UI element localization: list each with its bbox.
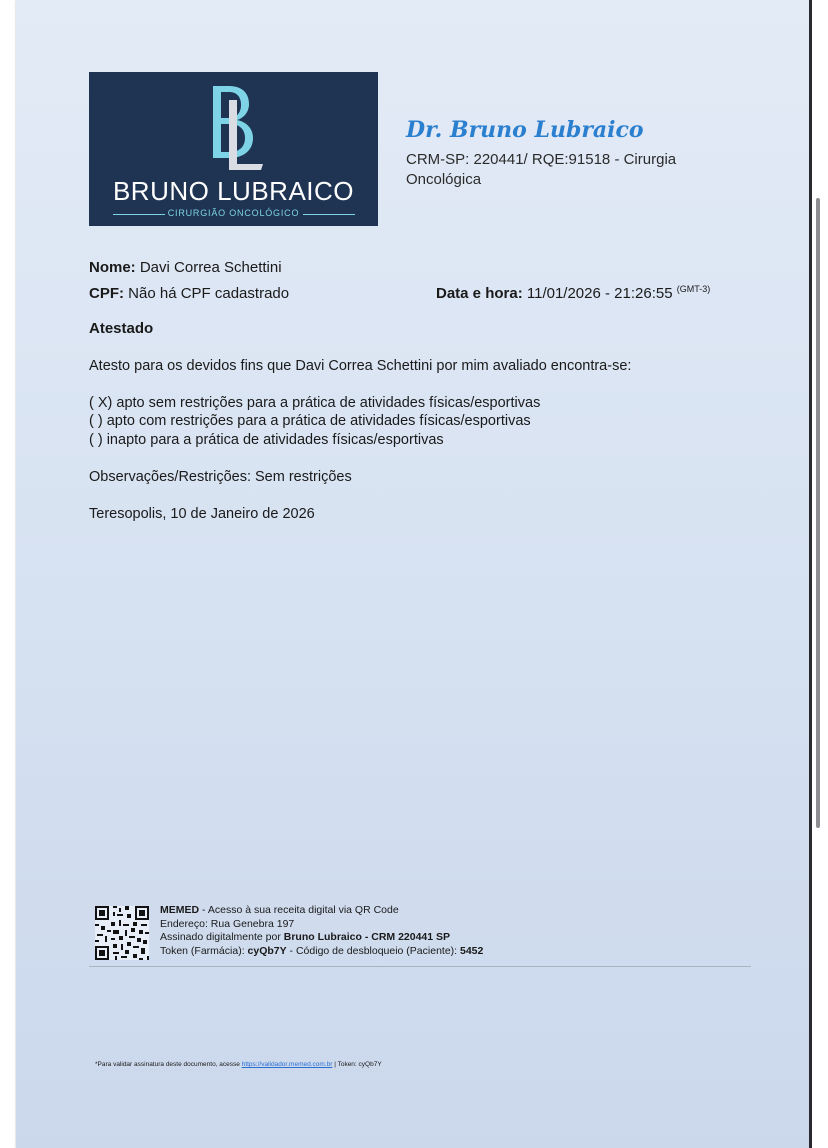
qr-code-icon[interactable] — [95, 906, 149, 960]
datetime-label: Data e hora: — [436, 285, 523, 302]
footer-token: | Token: cyQb7Y — [332, 1061, 382, 1068]
logo-subtitle: CIRURGIÃO ONCOLÓGICO — [167, 208, 300, 218]
monogram-logo-icon — [199, 80, 269, 176]
footer-text: *Para validar assinatura deste documento, acesse — [95, 1061, 242, 1068]
memed-signed-label: Assinado digitalmente por — [160, 931, 284, 943]
memed-access-text: - Acesso à sua receita digital via QR Code — [199, 904, 399, 916]
patient-name-row — [89, 259, 282, 276]
doctor-name: Dr. Bruno Lubraico — [406, 117, 644, 143]
patient-cpf-value: Não há CPF cadastrado — [128, 285, 290, 302]
memed-address: Endereço: Rua Genebra 197 — [160, 917, 295, 930]
clinic-logo — [89, 72, 378, 226]
timezone: (GMT-3) — [676, 284, 711, 294]
memed-unlock-code: 5452 — [460, 944, 484, 957]
document-title: Atestado — [89, 320, 154, 337]
memed-token: cyQb7Y — [247, 944, 287, 957]
observations: Observações/Restrições: Sem restrições — [89, 469, 352, 485]
option-fit-with-restrictions: ( ) apto com restrições para a prática de atividades físicas/esportivas — [89, 413, 531, 429]
patient-cpf-row — [89, 285, 289, 302]
patient-name-label: Nome: — [89, 259, 136, 276]
datetime-value: 11/01/2026 - 21:26:55 — [526, 285, 673, 302]
datetime-row — [436, 285, 710, 302]
page-edge — [809, 0, 812, 1148]
place-and-date: Teresopolis, 10 de Janeiro de 2026 — [89, 506, 315, 522]
logo-name: BRUNO LUBRAICO — [112, 176, 355, 206]
memed-brand: MEMED — [160, 904, 200, 916]
memed-unlock-label: - Código de desbloqueio (Paciente): — [286, 944, 460, 957]
memed-signer: Bruno Lubraico - CRM 220441 SP — [283, 931, 451, 943]
scrollbar[interactable] — [816, 198, 820, 828]
doctor-registration: CRM-SP: 220441/ RQE:91518 - Cirurgia Oncológica — [406, 151, 677, 188]
validation-footer — [95, 1061, 382, 1068]
validator-link[interactable]: https://validador.memed.com.br — [241, 1061, 333, 1068]
memed-info — [160, 904, 483, 958]
option-unfit: ( ) inapto para a prática de atividades físicas/esportivas — [89, 432, 444, 448]
patient-name-value: Davi Correa Schettini — [139, 259, 282, 276]
option-fit-without-restrictions: ( X) apto sem restrições para a prática de atividades físicas/esportivas — [89, 395, 541, 411]
memed-token-label: Token (Farmácia): — [160, 944, 248, 957]
patient-cpf-label: CPF: — [89, 285, 124, 302]
divider — [89, 966, 751, 967]
certificate-intro: Atesto para os devidos fins que Davi Correa Schettini por mim avaliado encontra-se: — [89, 358, 632, 374]
